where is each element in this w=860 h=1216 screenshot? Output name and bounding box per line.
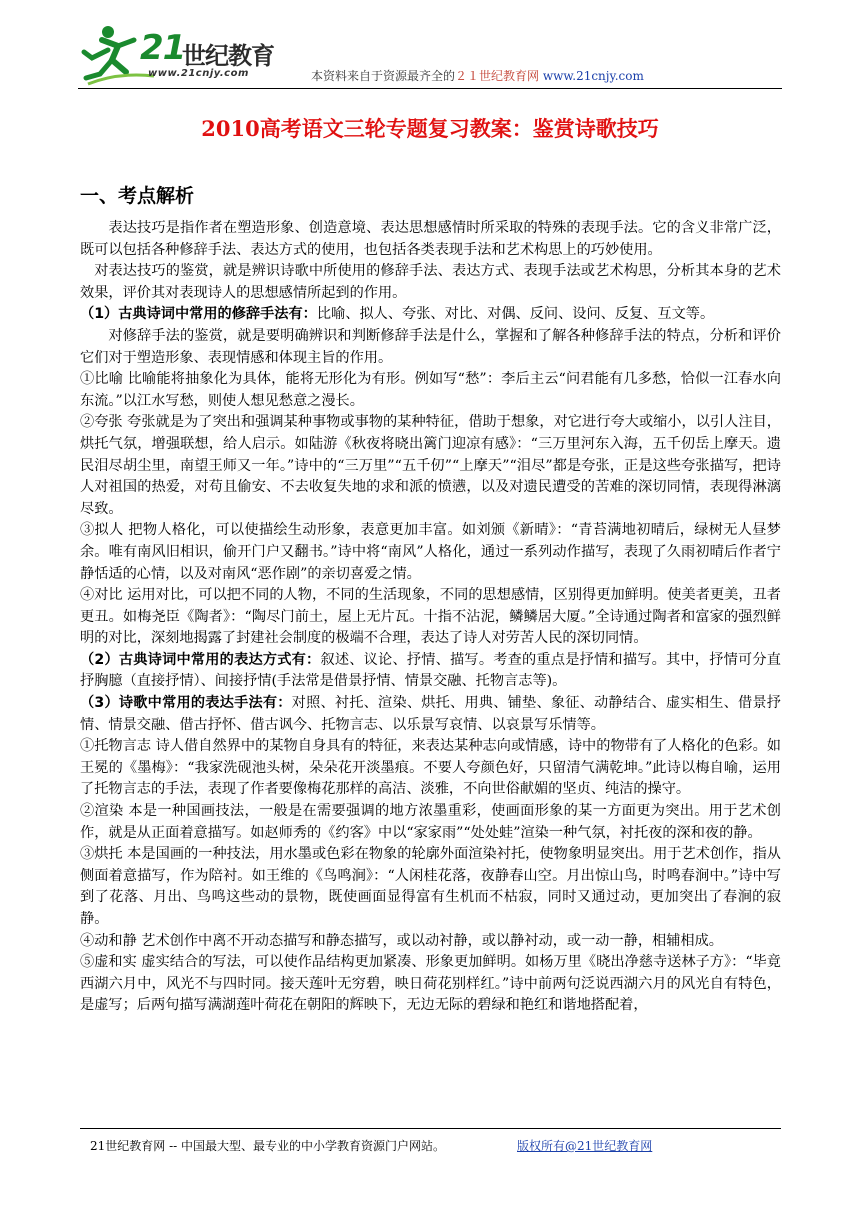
footer-text: 21世纪教育网 -- 中国最大型、最专业的中小学教育资源门户网站。 bbox=[90, 1139, 446, 1153]
paragraph bbox=[80, 693, 781, 736]
paragraph: ②夸张 夸张就是为了突出和强调某种事物或事物的某种特征，借助于想象，对它进行夸大或缩小，以引人注目，烘托气氛，增强联想，给人启示。如陆游《秋夜将晓出篱门迎凉有感》：“三万里河东入海，五千仞岳上摩天。遗民泪尽胡尘里，南望王师又一年。”诗中的“三万里”“五千仞”“上摩天”“泪尽”都是夸张，正是这些夸张描写，把诗人对祖国的热爱，对苟且偷安、不去收复失地的求和派的愤懑，以及对遗民遭受的苦难的深切同情，表现得淋漓尽致。 bbox=[80, 414, 781, 517]
header-url-link[interactable]: www.21cnjy.com bbox=[542, 69, 644, 83]
paragraph-label: （2）古典诗词中常用的表达方式有： bbox=[80, 651, 321, 668]
logo-url: www.21cnjy.com bbox=[148, 68, 249, 79]
copyright-link[interactable]: 版权所有@21世纪教育网 bbox=[517, 1139, 653, 1153]
page-footer bbox=[90, 1137, 653, 1154]
paragraph: ⑤虚和实 虚实结合的写法，可以使作品结构更加紧凑、形象更加鲜明。如杨万里《晓出净慈寺送林子方》：“毕竟西湖六月中，风光不与四时同。接天莲叶无穷碧，映日荷花别样红。”诗中前两句泛说西湖六月的风光自有特色，是虚写；后两句描写满湖莲叶荷花在朝阳的辉映下，无边无际的碧绿和艳红和谐地搭配着， bbox=[80, 954, 781, 1014]
logo bbox=[78, 22, 298, 88]
paragraph bbox=[80, 304, 781, 326]
paragraph-label: （3）诗歌中常用的表达手法有： bbox=[80, 695, 292, 712]
page-header bbox=[78, 20, 782, 92]
paragraph: ③烘托 本是国画的一种技法，用水墨或色彩在物象的轮廓外面渲染衬托，使物象明显突出。用于艺术创作，指从侧面着意描写，作为陪衬。如王维的《鸟鸣涧》：“人闲桂花落，夜静春山空。月出惊山鸟，时鸣春涧中。”诗中写到了花落、月出、鸟鸣这些动的景物，既使画面显得富有生机而不枯寂，同时又通过动，更加突出了春涧的寂静。 bbox=[80, 846, 781, 927]
paragraph: ①比喻 比喻能将抽象化为具体，能将无形化为有形。例如写“愁”：李后主云“问君能有几多愁，恰似一江春水向东流。”以江水写愁，则使人想见愁意之漫长。 bbox=[80, 371, 781, 409]
paragraph: 对表达技巧的鉴赏，就是辨识诗歌中所使用的修辞手法、表达方式、表现手法或艺术构思，分析其本身的艺术效果，评价其对表现诗人的思想感情所起到的作用。 bbox=[80, 263, 781, 301]
header-note-prefix: 本资料来自于资源最齐全的 bbox=[311, 69, 456, 83]
paragraph-text: 叙述、议论、抒情、描写。考查的重点是抒情和描写。其中，抒情可分直抒胸臆（直接抒情）、间接抒情(手法常是借景抒情、情景交融、托物言志等)。 bbox=[80, 651, 781, 690]
paragraph: ③拟人 把物人格化，可以使描绘生动形象，表意更加丰富。如刘颁《新晴》：“青苔满地初晴后，绿树无人昼梦余。唯有南风旧相识，偷开门户又翻书。”诗中将“南风”人格化，通过一系列动作描写，表现了久雨初晴后作者宁静恬适的心情，以及对南风“恶作剧”的亲切喜爱之情。 bbox=[80, 522, 781, 582]
logo-number: 21 bbox=[140, 28, 186, 68]
header-brand-link[interactable]: ２１世纪教育网 bbox=[455, 69, 540, 83]
paragraph-text: 比喻、拟人、夸张、对比、对偶、反问、设问、反复、互文等。 bbox=[316, 306, 715, 323]
paragraph bbox=[80, 650, 781, 693]
footer-divider bbox=[80, 1128, 781, 1129]
section-heading: 一、考点解析 bbox=[80, 185, 195, 207]
paragraph-text: 对照、衬托、渲染、烘托、用典、铺垫、象征、动静结合、虚实相生、借景抒情、情景交融、借古抒怀、借古讽今、托物言志、以乐景写哀情、以哀景写乐情等。 bbox=[80, 695, 781, 733]
paragraph: 表达技巧是指作者在塑造形象、创造意境、表达思想感情时所采取的特殊的表现手法。它的含义非常广泛，既可以包括各种修辞手法、表达方式的使用，也包括各类表现手法和艺术构思上的巧妙使用。 bbox=[80, 220, 781, 258]
paragraph: 对修辞手法的鉴赏，就是要明确辨识和判断修辞手法是什么，掌握和了解各种修辞手法的特点，分析和评价它们对于塑造形象、表现情感和体现主旨的作用。 bbox=[80, 327, 781, 366]
paragraph: ①托物言志 诗人借自然界中的某物自身具有的特征，来表达某种志向或情感，诗中的物带有了人格化的色彩。如王冕的《墨梅》：“我家洗砚池头树，朵朵花开淡墨痕。不要人夸颜色好，只留清气满乾坤。”此诗以梅自喻，运用了托物言志的手法，表现了作者要像梅花那样的高洁、淡雅，不向世俗献媚的坚贞、纯洁的操守。 bbox=[80, 738, 781, 798]
page-title: 2010高考语文三轮专题复习教案：鉴赏诗歌技巧 bbox=[201, 116, 659, 141]
header-divider bbox=[78, 88, 782, 89]
paragraph: ②渲染 本是一种国画技法，一般是在需要强调的地方浓墨重彩，使画面形象的某一方面更为突出。用于艺术创作，就是从正面着意描写。如赵师秀的《约客》中以“家家雨”“处处蛙”渲染一种气氛，衬托夜的深和夜的静。 bbox=[80, 803, 781, 841]
paragraph: ④对比 运用对比，可以把不同的人物，不同的生活现象，不同的思想感情，区别得更加鲜明。使美者更美，丑者更丑。如梅尧臣《陶者》：“陶尽门前土，屋上无片瓦。十指不沾泥，鳞鳞居大厦。”全诗通过陶者和富家的强烈鲜明的对比，深刻地揭露了封建社会制度的极端不合理，表达了诗人对劳苦人民的深切同情。 bbox=[80, 587, 781, 647]
document-body bbox=[80, 218, 781, 1017]
header-note bbox=[311, 67, 644, 84]
paragraph: ④动和静 艺术创作中离不开动态描写和静态描写，或以动衬静，或以静衬动，或一动一静，相辅相成。 bbox=[80, 932, 723, 949]
logo-name: 世纪教育 bbox=[182, 42, 274, 70]
paragraph-label: （1）古典诗词中常用的修辞手法有： bbox=[80, 306, 317, 323]
